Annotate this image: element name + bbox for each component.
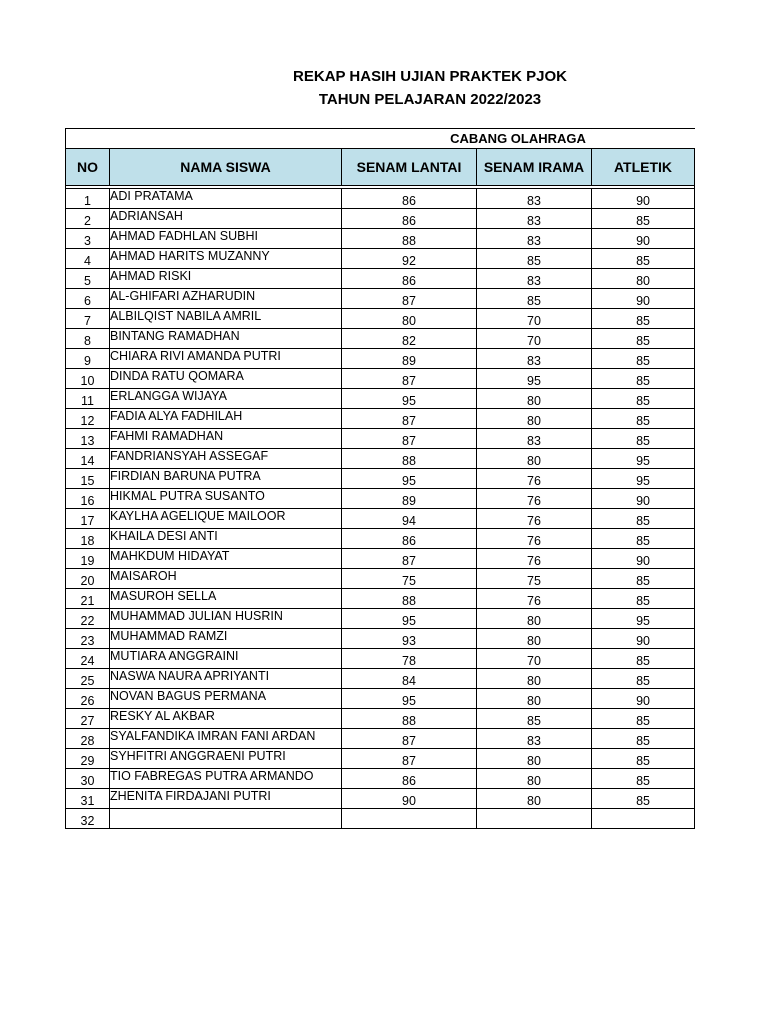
cell-senam-lantai: 82: [342, 329, 477, 349]
cell-senam-irama: 76: [477, 489, 592, 509]
cell-nama-siswa: ADRIANSAH: [110, 209, 342, 229]
cell-senam-irama: 80: [477, 769, 592, 789]
cell-no: 21: [66, 589, 110, 609]
cell-senam-lantai: 89: [342, 489, 477, 509]
cell-senam-irama: 80: [477, 389, 592, 409]
cell-senam-irama: 80: [477, 409, 592, 429]
cell-senam-irama: 83: [477, 189, 592, 209]
table-row: [66, 769, 695, 789]
score-table: [65, 128, 695, 829]
cell-nama-siswa: MUHAMMAD RAMZI: [110, 629, 342, 649]
table-row: [66, 529, 695, 549]
cell-senam-irama: 83: [477, 349, 592, 369]
cell-senam-lantai: 95: [342, 689, 477, 709]
cell-atletik: 95: [592, 469, 695, 489]
cell-nama-siswa: SYHFITRI ANGGRAENI PUTRI: [110, 749, 342, 769]
cell-nama-siswa: FAHMI RAMADHAN: [110, 429, 342, 449]
cell-senam-irama: 75: [477, 569, 592, 589]
cell-senam-lantai: 86: [342, 269, 477, 289]
cell-atletik: 85: [592, 709, 695, 729]
cell-nama-siswa: MUTIARA ANGGRAINI: [110, 649, 342, 669]
cell-nama-siswa: KHAILA DESI ANTI: [110, 529, 342, 549]
cell-atletik: 85: [592, 329, 695, 349]
cell-no: 13: [66, 429, 110, 449]
cell-senam-lantai: [342, 809, 477, 829]
cell-no: 16: [66, 489, 110, 509]
table-row: [66, 509, 695, 529]
cell-atletik: 90: [592, 189, 695, 209]
cell-nama-siswa: BINTANG RAMADHAN: [110, 329, 342, 349]
table-row: [66, 809, 695, 829]
document-title: REKAP HASIH UJIAN PRAKTEK PJOK: [293, 68, 567, 85]
cell-senam-irama: 83: [477, 429, 592, 449]
cell-no: 9: [66, 349, 110, 369]
cell-senam-irama: 80: [477, 789, 592, 809]
cell-no: 31: [66, 789, 110, 809]
cell-atletik: 95: [592, 609, 695, 629]
cell-senam-lantai: 95: [342, 609, 477, 629]
cell-no: 8: [66, 329, 110, 349]
cell-atletik: 85: [592, 789, 695, 809]
cell-atletik: 90: [592, 689, 695, 709]
cell-atletik: 85: [592, 589, 695, 609]
cell-nama-siswa: AHMAD HARITS MUZANNY: [110, 249, 342, 269]
cell-senam-lantai: 87: [342, 409, 477, 429]
cell-no: 17: [66, 509, 110, 529]
cell-nama-siswa: TIO FABREGAS PUTRA ARMANDO: [110, 769, 342, 789]
cell-atletik: 90: [592, 289, 695, 309]
cell-nama-siswa: AL-GHIFARI AZHARUDIN: [110, 289, 342, 309]
column-header-senam-irama: SENAM IRAMA: [477, 149, 592, 186]
cell-atletik: 85: [592, 429, 695, 449]
table-row: [66, 489, 695, 509]
cell-nama-siswa: MAHKDUM HIDAYAT: [110, 549, 342, 569]
cell-nama-siswa: ADI PRATAMA: [110, 189, 342, 209]
cell-senam-lantai: 89: [342, 349, 477, 369]
cell-senam-lantai: 86: [342, 189, 477, 209]
cell-senam-irama: 76: [477, 589, 592, 609]
cell-senam-lantai: 75: [342, 569, 477, 589]
cell-senam-lantai: 87: [342, 729, 477, 749]
cell-senam-lantai: 78: [342, 649, 477, 669]
cell-senam-lantai: 87: [342, 289, 477, 309]
cell-senam-irama: 76: [477, 469, 592, 489]
cell-atletik: [592, 809, 695, 829]
cell-atletik: 85: [592, 309, 695, 329]
table-row: [66, 369, 695, 389]
group-header-row: [66, 129, 695, 149]
table-row: [66, 409, 695, 429]
table-row: [66, 309, 695, 329]
cell-atletik: 90: [592, 489, 695, 509]
cell-senam-irama: 70: [477, 649, 592, 669]
cell-no: 7: [66, 309, 110, 329]
table-row: [66, 689, 695, 709]
cell-senam-irama: 85: [477, 249, 592, 269]
cell-atletik: 80: [592, 269, 695, 289]
cell-nama-siswa: MAISAROH: [110, 569, 342, 589]
table-row: [66, 329, 695, 349]
cell-nama-siswa: DINDA RATU QOMARA: [110, 369, 342, 389]
cell-senam-irama: 83: [477, 269, 592, 289]
cell-senam-lantai: 95: [342, 469, 477, 489]
cell-nama-siswa: NASWA NAURA APRIYANTI: [110, 669, 342, 689]
cell-senam-irama: 70: [477, 309, 592, 329]
cell-atletik: 85: [592, 209, 695, 229]
table-row: [66, 449, 695, 469]
cell-no: 30: [66, 769, 110, 789]
cell-nama-siswa: AHMAD FADHLAN SUBHI: [110, 229, 342, 249]
cell-no: 32: [66, 809, 110, 829]
cell-no: 18: [66, 529, 110, 549]
cell-senam-irama: 80: [477, 449, 592, 469]
cell-no: 20: [66, 569, 110, 589]
table-row: [66, 629, 695, 649]
cell-senam-irama: 80: [477, 629, 592, 649]
cell-nama-siswa: HIKMAL PUTRA SUSANTO: [110, 489, 342, 509]
cell-no: 24: [66, 649, 110, 669]
table-row: [66, 249, 695, 269]
cell-senam-irama: 76: [477, 549, 592, 569]
cell-nama-siswa: KAYLHA AGELIQUE MAILOOR: [110, 509, 342, 529]
cell-senam-lantai: 94: [342, 509, 477, 529]
cell-nama-siswa: ZHENITA FIRDAJANI PUTRI: [110, 789, 342, 809]
cell-atletik: 85: [592, 349, 695, 369]
cell-nama-siswa: ALBILQIST NABILA AMRIL: [110, 309, 342, 329]
cell-no: 19: [66, 549, 110, 569]
cell-senam-lantai: 80: [342, 309, 477, 329]
cell-nama-siswa: [110, 809, 342, 829]
cell-no: 4: [66, 249, 110, 269]
cell-no: 2: [66, 209, 110, 229]
cell-no: 26: [66, 689, 110, 709]
cell-atletik: 85: [592, 769, 695, 789]
cell-atletik: 85: [592, 509, 695, 529]
cell-no: 25: [66, 669, 110, 689]
cell-senam-irama: 80: [477, 609, 592, 629]
cell-atletik: 90: [592, 229, 695, 249]
table-row: [66, 589, 695, 609]
table-row: [66, 669, 695, 689]
group-header-blank: [66, 129, 342, 149]
table-row: [66, 789, 695, 809]
table-row: [66, 429, 695, 449]
table-row: [66, 609, 695, 629]
table-row: [66, 469, 695, 489]
cell-senam-irama: 76: [477, 529, 592, 549]
table-row: [66, 649, 695, 669]
cell-atletik: 85: [592, 669, 695, 689]
column-header-no: NO: [66, 149, 110, 186]
cell-atletik: 85: [592, 749, 695, 769]
table-row: [66, 189, 695, 209]
cell-atletik: 85: [592, 649, 695, 669]
cell-atletik: 85: [592, 369, 695, 389]
cell-senam-irama: 83: [477, 209, 592, 229]
cell-atletik: 85: [592, 569, 695, 589]
cell-senam-irama: 76: [477, 509, 592, 529]
cell-senam-lantai: 84: [342, 669, 477, 689]
cell-senam-irama: 85: [477, 289, 592, 309]
cell-nama-siswa: NOVAN BAGUS PERMANA: [110, 689, 342, 709]
cell-nama-siswa: MUHAMMAD JULIAN HUSRIN: [110, 609, 342, 629]
cell-senam-lantai: 87: [342, 749, 477, 769]
cell-senam-lantai: 86: [342, 529, 477, 549]
table-row: [66, 269, 695, 289]
cell-atletik: 85: [592, 249, 695, 269]
cell-senam-irama: 70: [477, 329, 592, 349]
cell-no: 6: [66, 289, 110, 309]
cell-senam-irama: 80: [477, 669, 592, 689]
cell-senam-irama: 83: [477, 229, 592, 249]
cell-senam-lantai: 90: [342, 789, 477, 809]
cell-senam-lantai: 88: [342, 589, 477, 609]
cell-nama-siswa: CHIARA RIVI AMANDA PUTRI: [110, 349, 342, 369]
cell-no: 28: [66, 729, 110, 749]
document-subtitle: TAHUN PELAJARAN 2022/2023: [318, 91, 542, 108]
table-row: [66, 349, 695, 369]
cell-senam-irama: 80: [477, 689, 592, 709]
cell-no: 3: [66, 229, 110, 249]
table-row: [66, 729, 695, 749]
cell-atletik: 85: [592, 729, 695, 749]
cell-no: 14: [66, 449, 110, 469]
cell-senam-lantai: 87: [342, 549, 477, 569]
cell-senam-irama: 85: [477, 709, 592, 729]
table-row: [66, 389, 695, 409]
cell-nama-siswa: FIRDIAN BARUNA PUTRA: [110, 469, 342, 489]
cell-no: 12: [66, 409, 110, 429]
table-row: [66, 209, 695, 229]
cell-senam-lantai: 88: [342, 449, 477, 469]
cell-nama-siswa: MASUROH SELLA: [110, 589, 342, 609]
cell-no: 29: [66, 749, 110, 769]
column-header-atletik: ATLETIK: [592, 149, 695, 186]
cell-nama-siswa: FADIA ALYA FADHILAH: [110, 409, 342, 429]
column-header-row: [66, 149, 695, 186]
cell-senam-irama: 95: [477, 369, 592, 389]
cell-nama-siswa: RESKY AL AKBAR: [110, 709, 342, 729]
table-row: [66, 549, 695, 569]
cell-nama-siswa: SYALFANDIKA IMRAN FANI ARDAN: [110, 729, 342, 749]
cell-senam-lantai: 86: [342, 769, 477, 789]
table-row: [66, 569, 695, 589]
cell-atletik: 85: [592, 389, 695, 409]
cell-senam-irama: [477, 809, 592, 829]
cell-atletik: 85: [592, 409, 695, 429]
cell-no: 22: [66, 609, 110, 629]
cell-no: 11: [66, 389, 110, 409]
cell-senam-irama: 83: [477, 729, 592, 749]
cell-senam-lantai: 88: [342, 229, 477, 249]
cell-nama-siswa: FANDRIANSYAH ASSEGAF: [110, 449, 342, 469]
cell-senam-lantai: 92: [342, 249, 477, 269]
cell-senam-irama: 80: [477, 749, 592, 769]
cell-no: 15: [66, 469, 110, 489]
column-header-senam-lantai: SENAM LANTAI: [342, 149, 477, 186]
table-row: [66, 289, 695, 309]
cell-atletik: 90: [592, 549, 695, 569]
cell-senam-lantai: 87: [342, 429, 477, 449]
cell-no: 23: [66, 629, 110, 649]
cell-atletik: 95: [592, 449, 695, 469]
cell-atletik: 85: [592, 529, 695, 549]
cell-no: 27: [66, 709, 110, 729]
cell-senam-lantai: 93: [342, 629, 477, 649]
cell-senam-lantai: 87: [342, 369, 477, 389]
table-body: [66, 189, 695, 829]
cell-senam-lantai: 95: [342, 389, 477, 409]
table-row: [66, 749, 695, 769]
cell-nama-siswa: ERLANGGA WIJAYA: [110, 389, 342, 409]
cell-atletik: 90: [592, 629, 695, 649]
cell-no: 10: [66, 369, 110, 389]
cell-no: 1: [66, 189, 110, 209]
group-header-cabang: CABANG OLAHRAGA: [342, 129, 695, 149]
cell-no: 5: [66, 269, 110, 289]
table-row: [66, 709, 695, 729]
cell-senam-lantai: 86: [342, 209, 477, 229]
table-row: [66, 229, 695, 249]
cell-nama-siswa: AHMAD RISKI: [110, 269, 342, 289]
column-header-nama: NAMA SISWA: [110, 149, 342, 186]
cell-senam-lantai: 88: [342, 709, 477, 729]
